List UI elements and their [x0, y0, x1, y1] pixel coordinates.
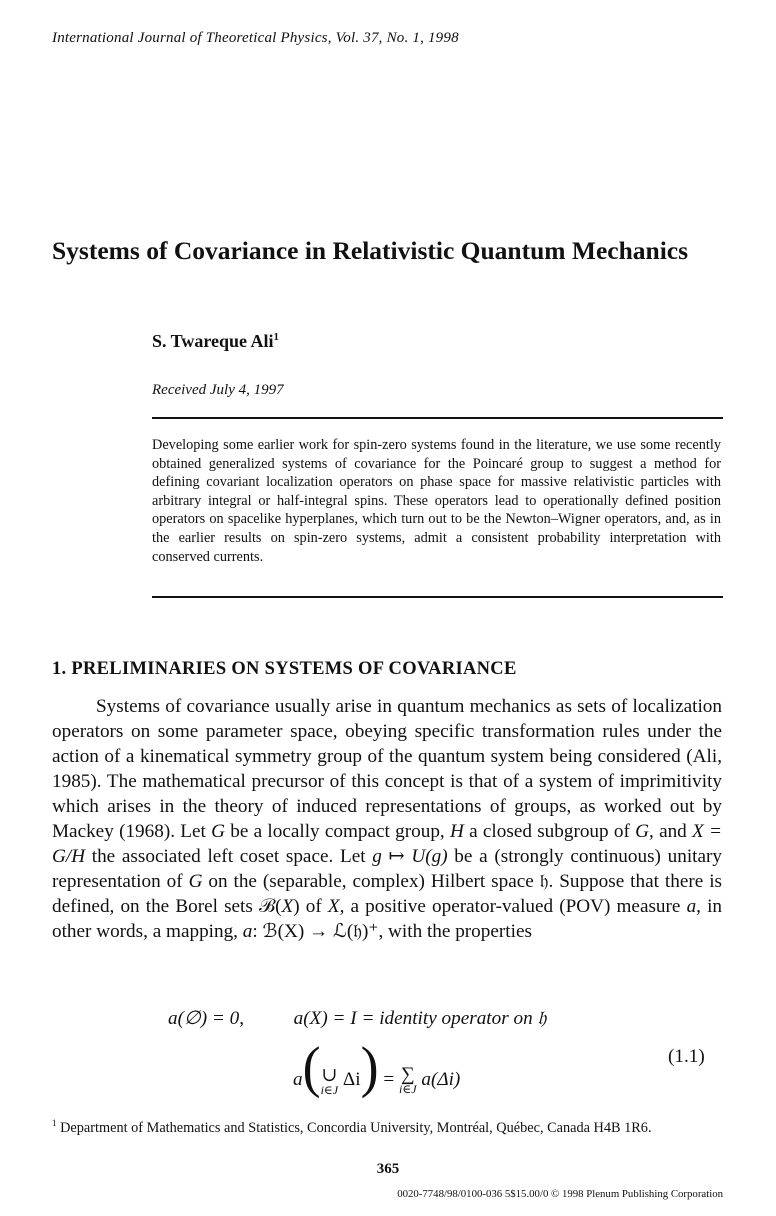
abstract-top-rule — [152, 417, 723, 419]
copyright-line: 0020-7748/98/0100-036 5$15.00/0 © 1998 Plenum Publishing Corporation — [397, 1188, 723, 1200]
page-number: 365 — [376, 1161, 400, 1177]
footnote-text: Department of Mathematics and Statistics, Concordia University, Montréal, Québec, Canada H4B 1R6. — [60, 1120, 652, 1136]
author-name: S. Twareque Ali — [152, 331, 274, 351]
union-operator: ∪ i∈J — [320, 1065, 339, 1098]
section-heading: 1. PRELIMINARIES ON SYSTEMS OF COVARIANCE — [52, 659, 517, 679]
right-paren: ) — [360, 1035, 379, 1099]
left-paren: ( — [302, 1035, 321, 1099]
eq-rhs: a(Δi) — [421, 1069, 461, 1090]
sum-operator: ∑ i∈J — [399, 1064, 417, 1097]
journal-citation: International Journal of Theoretical Physics, Vol. 37, No. 1, 1998 — [52, 30, 459, 46]
eq-equals: = — [383, 1069, 395, 1090]
eq-delta: Δi — [342, 1069, 361, 1090]
equation-number: (1.1) — [668, 1046, 705, 1067]
equation-line-2 — [293, 1035, 461, 1100]
abstract: Developing some earlier work for spin-zero systems found in the literature, we use some recently obtained generalized systems of covariance for the Poincaré group to suggest a method for defining covariant localization operators on phase space for massive relativistic particles with arbitrary integral or half-integral spins. These operators lead to operationally defined position operators on spacelike hyperplanes, which turn out to be the Newton–Wigner operators, and, as in the earlier results on spin-zero systems, admit a consistent probability interpretation with conserved currents. — [152, 437, 721, 565]
section-paragraph: Systems of covariance usually arise in quantum mechanics as sets of localization operators on some parameter space, obeying specific transformation rules under the action of a kinematical symmetry group of the quantum system being considered (Ali, 1985). The mathematical precursor of this concept is that of a system of imprimitivity which arises in the theory of induced representations of groups, as worked out by Mackey (1968). Let G be a locally compact group, H a closed subgroup of G, and X = G/H the associated left coset space. Let g ↦ U(g) be a (strongly continuous) unitary representation of G on the (separable, complex) Hilbert space 𝔥. Suppose that there is defined, on the Borel sets ℬ(X) of X, a positive operator-valued (POV) measure a, in other words, a mapping, a: ℬ(X) → ℒ(𝔥)⁺, with the properties — [52, 696, 722, 942]
footnote — [52, 1114, 724, 1138]
eq-a: a — [293, 1069, 303, 1090]
author-footnote-mark: 1 — [273, 331, 280, 343]
footnote-mark: 1 — [52, 1118, 57, 1128]
article-title: Systems of Covariance in Relativistic Quantum Mechanics — [52, 236, 689, 265]
equation-line-1: a(∅) = 0, a(X) = I = identity operator on 𝔥 — [168, 1008, 547, 1029]
author-line — [152, 331, 279, 352]
abstract-bottom-rule — [152, 596, 723, 598]
received-date: Received July 4, 1997 — [152, 382, 284, 398]
